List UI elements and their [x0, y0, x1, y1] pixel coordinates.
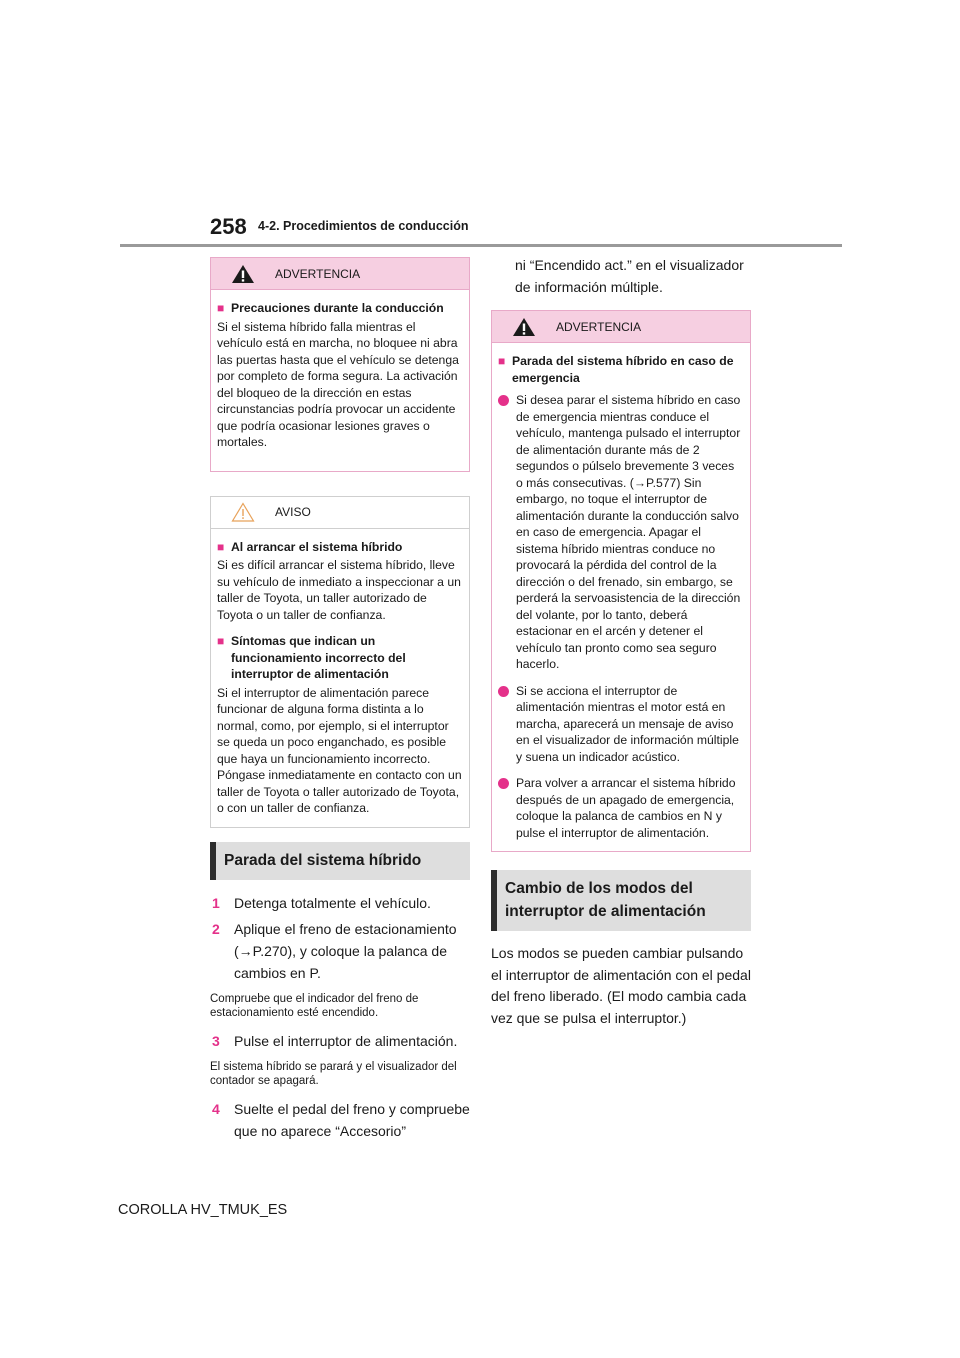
section-title: 4-2. Procedimientos de conducción	[258, 219, 469, 233]
step-number: 2	[212, 920, 220, 937]
step-text: Suelte el pedal del freno y compruebe que no aparece “Accesorio”	[234, 1100, 470, 1139]
warning-box-header	[211, 258, 469, 290]
notice-box-header	[211, 497, 469, 529]
notice-box-body	[211, 529, 469, 827]
step-3	[210, 1030, 470, 1052]
notice-subtitle-2	[217, 633, 463, 683]
header-divider	[120, 244, 842, 247]
step-number: 3	[212, 1032, 220, 1049]
section-heading-stop: Parada del sistema híbrido	[210, 842, 470, 880]
notice-triangle-icon	[231, 502, 255, 522]
step-number: 4	[212, 1100, 220, 1117]
warning-subtitle	[498, 353, 744, 386]
dot-bullet-icon	[498, 686, 509, 697]
notice-label: AVISO	[275, 505, 311, 519]
notice-subtitle-1	[217, 539, 463, 556]
square-bullet-icon: ■	[217, 539, 225, 554]
notice-subtitle-1-text: Al arrancar el sistema híbrido	[231, 539, 403, 554]
footer-model-code: COROLLA HV_TMUK_ES	[118, 1202, 288, 1218]
warning-box-header	[492, 311, 750, 343]
warning-subtitle	[217, 300, 463, 317]
left-column	[210, 257, 470, 1146]
step-2	[210, 918, 470, 984]
warning-box-body	[492, 343, 750, 851]
warning-subtitle-text: Parada del sistema híbrido en caso de emergencia	[512, 354, 734, 385]
step-text: Detenga totalmente el vehículo.	[234, 894, 431, 911]
step-text: Aplique el freno de estacionamiento (→P.270), y coloque la palanca de cambios en P.	[234, 920, 457, 981]
warning-box-body	[211, 290, 469, 471]
warning-triangle-icon	[231, 264, 255, 284]
dot-bullet-icon	[498, 778, 509, 789]
modes-body-text: Los modos se pueden cambiar pulsando el interruptor de alimentación con el pedal del freno liberado. (El modo cambia cada vez que se pulsa el interruptor.)	[491, 945, 751, 1026]
square-bullet-icon: ■	[498, 354, 506, 368]
page-number: 258	[210, 214, 247, 239]
square-bullet-icon: ■	[217, 301, 225, 315]
step-4-continuation: ni “Encendido act.” en el visualizador de información múltiple.	[515, 257, 744, 295]
step-text: Pulse el interruptor de alimentación.	[234, 1032, 458, 1049]
bullet-item	[498, 775, 744, 841]
bullet-text: Si desea parar el sistema híbrido en caso de emergencia mientras conduce el vehículo, mantenga pulsado el interruptor de alimentación durante más de 2 segundos o púlselo brevemente 3 veces o más consecutivas. (→P.577) Sin embargo, no toque el interruptor de alimentación durante la conducción salvo en caso de emergencia. Apagar el sistema híbrido mientras conduce no provocará la pérdida del control de la dirección o del frenado, sin embargo, se perderá la servoasistencia de la dirección del volante, por lo tanto, deberá estacionar en el arcén y detener el vehículo tan pronto como sea seguro hacerlo.	[516, 393, 741, 671]
warning-triangle-icon	[512, 317, 536, 337]
bullet-item	[498, 392, 744, 673]
bullet-text: Si se acciona el interruptor de alimentación mientras el motor está en marcha, aparecerá un mensaje de aviso en el visualizador de información múltiple y suena un indicador acústico.	[516, 683, 739, 764]
warning-box	[210, 257, 470, 472]
warning-label: ADVERTENCIA	[275, 266, 361, 281]
notice-text-1: Si es difícil arrancar el sistema híbrido, lleve su vehículo de inmediato a inspeccionar a un taller de Toyota, un taller autorizado de Toyota o un taller de confianza.	[217, 558, 461, 622]
step-note-3: El sistema híbrido se parará y el visualizador del contador se apagará.	[210, 1060, 457, 1087]
notice-subtitle-2-text: Síntomas que indican un funcionamiento incorrecto del interruptor de alimentación	[231, 634, 406, 681]
section-heading-modes: Cambio de los modos del interruptor de alimentación	[491, 870, 751, 931]
notice-text-2: Si el interruptor de alimentación parece funcionar de alguna forma distinta a lo normal, como, por ejemplo, si el interruptor se queda un poco enganchado, es posible que haya un funcionamiento incorrecto. Póngase inmediatamente en contacto con un taller de Toyota o taller autorizado de Toyota, o con un taller de confianza.	[217, 685, 462, 815]
dot-bullet-icon	[498, 395, 509, 406]
square-bullet-icon: ■	[217, 634, 225, 648]
warning-label: ADVERTENCIA	[556, 319, 642, 334]
bullet-item	[498, 683, 744, 766]
step-1	[210, 892, 470, 914]
step-note-2: Compruebe que el indicador del freno de estacionamiento esté encendido.	[210, 992, 419, 1019]
right-column	[491, 254, 751, 1029]
notice-box	[210, 496, 470, 828]
warning-text: Si el sistema híbrido falla mientras el vehículo está en marcha, no bloquee ni abra las puertas hasta que el vehículo se detenga por completo de forma segura. La activación del bloqueo de la dirección en estas circunstancias podría provocar un accidente que podría ocasionar lesiones graves o mortales.	[217, 319, 459, 449]
step-number: 1	[212, 894, 220, 911]
step-4	[210, 1098, 470, 1142]
bullet-text: Para volver a arrancar el sistema híbrido después de un apagado de emergencia, coloque la palanca de cambios en N y pulse el interruptor de alimentación.	[516, 776, 736, 840]
warning-subtitle-text: Precauciones durante la conducción	[231, 301, 444, 315]
emergency-warning-box	[491, 310, 751, 852]
